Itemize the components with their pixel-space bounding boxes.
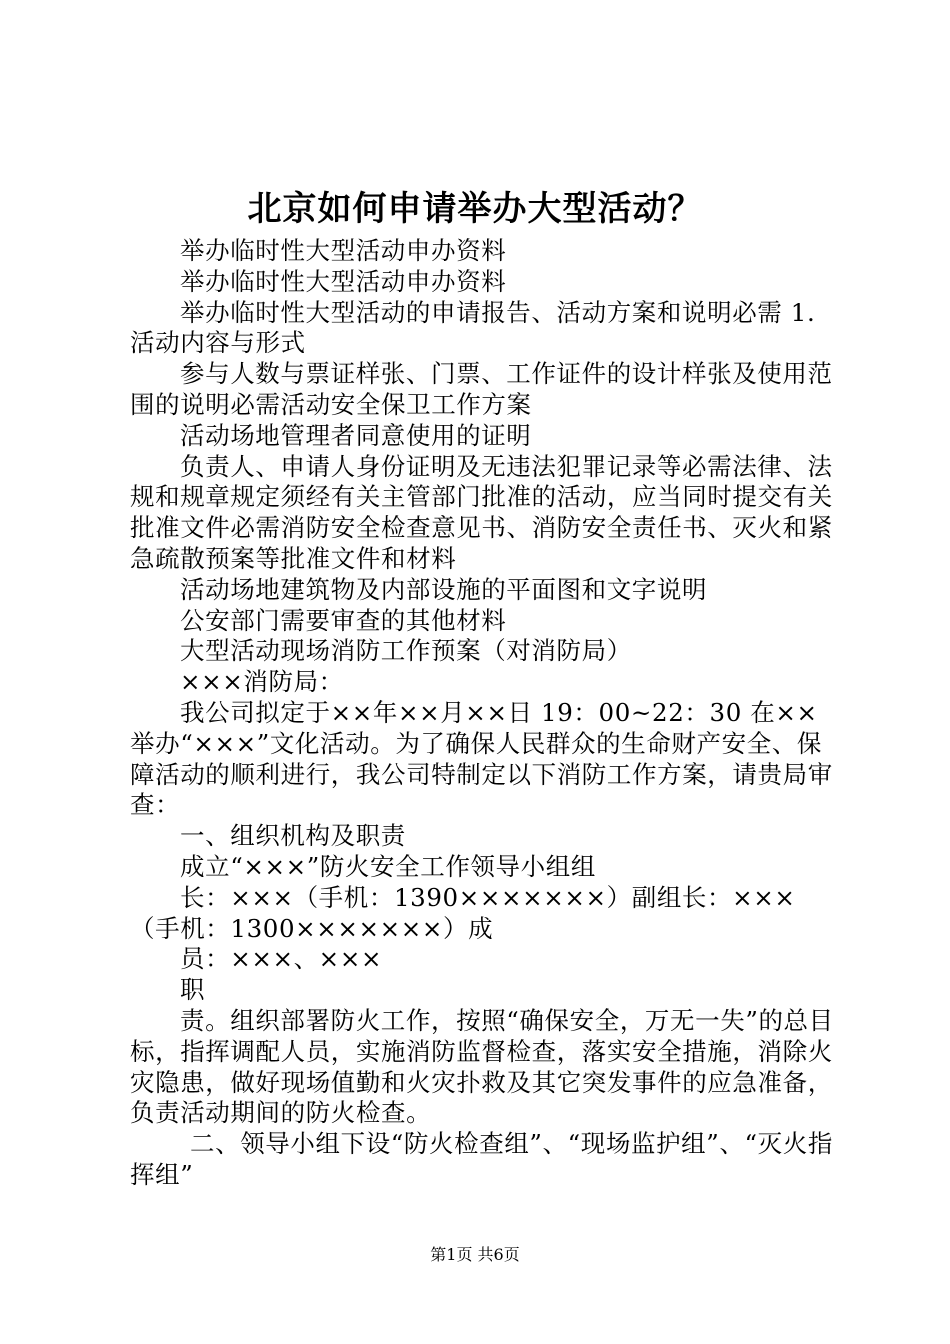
paragraph-12: 一、组织机构及职责 [180,821,406,851]
document-title: 北京如何申请举办大型活动？ [247,189,703,229]
paragraph-11: 我公司拟定于××年××月××日 19：00~22：30 在××举办“×××”文化活动。为了确保人民群众的生命财产安全、保障活动的顺利进行，我公司特制定以下消防工作方案，请贵局审查： [130,697,833,820]
page-footer: 第1页 共6页 [430,1245,520,1264]
paragraph-9: 大型活动现场消防工作预案（对消防局） [180,636,632,666]
paragraph-15: 员：×××、××× [180,944,383,974]
paragraph-4: 参与人数与票证样张、门票、工作证件的设计样张及使用范围的说明必需活动安全保卫工作方案 [130,359,833,419]
paragraph-18: 二、领导小组下设“防火检查组”、“现场监护组”、“灭火指挥组” [130,1129,833,1189]
paragraph-10: ×××消防局： [180,667,344,697]
paragraph-8: 公安部门需要审查的其他材料 [180,605,507,635]
paragraph-16: 职 [180,975,206,1005]
paragraph-2: 举办临时性大型活动申办资料 [180,266,507,296]
paragraph-17: 责。组织部署防火工作，按照“确保安全，万无一失”的总目标，指挥调配人员，实施消防监督检查，落实安全措施，消除火灾隐患，做好现场值勤和火灾扑救及其它突发事件的应急准备，负责活动期间的防火检查。 [130,1005,834,1128]
paragraph-13: 成立“×××”防火安全工作领导小组组 [180,851,596,881]
paragraph-1: 举办临时性大型活动申办资料 [180,236,507,265]
document-body [130,236,835,1191]
paragraph-5: 活动场地管理者同意使用的证明 [180,420,532,450]
paragraph-7: 活动场地建筑物及内部设施的平面图和文字说明 [180,574,708,604]
paragraph-14: 长：×××（手机：1390×××××××）副组长：×××（手机：1300×××××××）成 [130,882,796,943]
paragraph-3: 举办临时性大型活动的申请报告、活动方案和说明必需 1.活动内容与形式 [130,297,816,358]
paragraph-6: 负责人、申请人身份证明及无违法犯罪记录等必需法律、法规和规章规定须经有关主管部门批准的活动，应当同时提交有关批准文件必需消防安全检查意见书、消防安全责任书、灭火和紧急疏散预案等批准文件和材料 [130,451,833,573]
